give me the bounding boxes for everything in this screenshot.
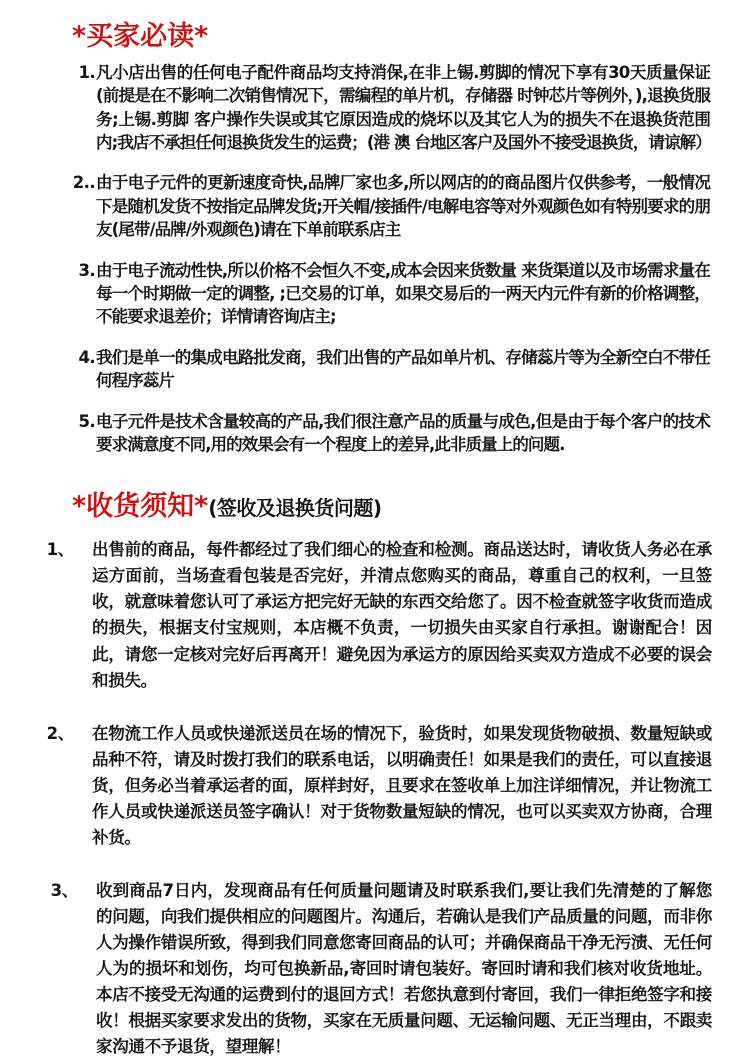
heading-buyer-must-read-title: *买家必读* xyxy=(72,21,209,52)
heading-receiving-notice xyxy=(0,474,750,522)
list-item xyxy=(0,346,750,393)
list-item-text: 收到商品7日内，发现商品有任何质量问题请及时联系我们,要让我们先清楚的了解您的问题，向我们提供相应的问题图片。沟通后，若确认是我们产品质量的问题，而非你人为操作错误所致，得到我们同意您寄回商品的认可；并确保商品干净无污渍、无任何人为的损坏和划伤，均可包换新品,寄回时请包装好。寄回时请和我们核对收货地址。本店不接受无沟通的运费到付的退回方式！若您执意到付寄回，我们一律拒绝签字和接收！根据买家要求发出的货物，买家在无质量问题、无运输问题、无正当理由，不跟卖家沟通不予退货，望理解！ xyxy=(96,880,712,1057)
buyer-must-read-list xyxy=(0,52,750,457)
list-item-marker: 2、 xyxy=(46,723,74,743)
heading-buyer-must-read xyxy=(0,0,750,52)
list-item-marker: 2.. xyxy=(72,173,95,193)
list-item-text: 在物流工作人员或快递派送员在场的情况下，验货时，如果发现货物破损、数量短缺或品种不符，请及时拨打我们的联系电话，以明确责任！如果是我们的责任，可以直接退货，但务必当着承运者的面，原样封好，且要求在签收单上加注详细情况，并让物流工作人员或快递派送员签字确认！对于货物数量短缺的情况，也可以买卖双方协商，合理补货。 xyxy=(92,723,712,847)
list-item-marker: 5. xyxy=(78,411,95,431)
list-item xyxy=(0,410,750,457)
list-item-marker: 1. xyxy=(78,62,95,82)
list-item xyxy=(0,171,750,241)
section-buyer-must-read xyxy=(0,0,750,457)
heading-receiving-notice-title: *收货须知* xyxy=(72,490,209,522)
list-item-text: 我们是单一的集成电路批发商，我们出售的产品如单片机、存储蕊片等为全新空白不带任何程序蕊片 xyxy=(96,347,710,391)
list-item-marker: 1、 xyxy=(46,540,74,560)
list-item xyxy=(0,721,750,851)
list-item-text: 凡小店出售的任何电子配件商品均支持消保,在非上锡.剪脚的情况下享有30天质量保证(前提是在不影响二次销售情况下，需编程的单片机，存储器 时钟芯片等例外，),退换货服务;上锡.剪脚 客户操作失误或其它原因造成的烧坏以及其它人为的损失不在退换货范围内;我店不承担任何退换货发生的运费；(港 澳 台地区客户及国外不接受退换货，请谅解） xyxy=(96,62,711,152)
section-receiving-notice xyxy=(0,474,750,1060)
list-item-marker: 3、 xyxy=(50,880,78,900)
list-item-text: 电子元件是技术含量较高的产品,我们很注意产品的质量与成色,但是由于每个客户的技术要求满意度不同,用的效果会有一个程度上的差异,此非质量上的问题. xyxy=(96,411,710,455)
list-item xyxy=(0,537,750,693)
list-item-text: 出售前的商品，每件都经过了我们细心的检查和检测。商品送达时，请收货人务必在承运方面前，当场查看包装是否完好，并清点您购买的商品，尊重自己的权利，一旦签收，就意味着您认可了承运方把完好无缺的东西交给您了。因不检查就签字收货而造成的损失，根据支付宝规则，本店概不负责，一切损失由买家自行承担。谢谢配合！因此，请您一定核对完好后再离开！避免因为承运方的原因给买卖双方造成不必要的误会和损失。 xyxy=(92,540,712,690)
receiving-notice-list xyxy=(0,521,750,1060)
list-item-marker: 3. xyxy=(78,260,95,280)
list-item-text: 由于电子元件的更新速度奇快,品牌厂家也多,所以网店的的商品图片仅供参考，一般情况下是随机发货不按指定品牌发货;开关帽/接插件/电解电容等对外观颜色如有特别要求的朋友(尾带/品牌/外观颜色)请在下单前联系店主 xyxy=(96,173,710,240)
list-item xyxy=(0,61,750,155)
list-item xyxy=(0,878,750,1060)
heading-receiving-notice-suffix: (签收及退换货问题) xyxy=(208,495,382,520)
list-item-marker: 4. xyxy=(78,347,95,367)
list-item xyxy=(0,259,750,329)
list-item-text: 由于电子流动性快,所以价格不会恒久不变,成本会因来货数量 来货渠道以及市场需求量在每一个时期做一定的调整, ;已交易的订单，如果交易后的一两天内元件有新的价格调整，不能要求退差价；详情请咨询店主; xyxy=(96,260,710,327)
